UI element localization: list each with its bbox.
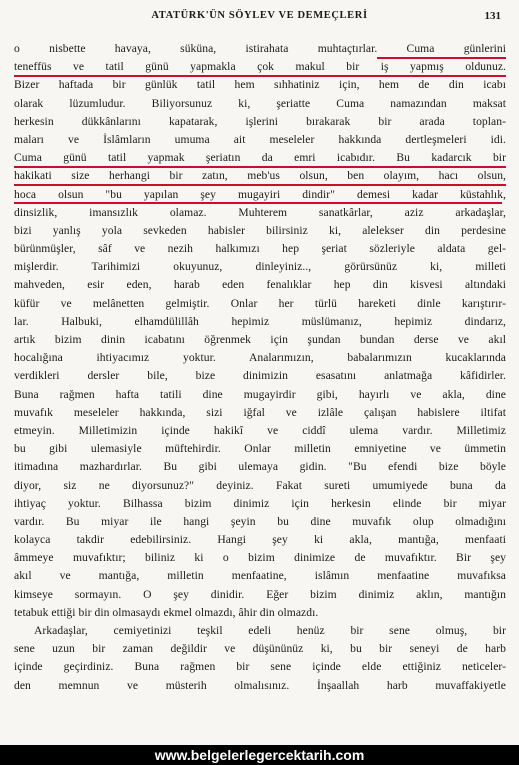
- text-line: bu gibi ulemasiyle müftehirdir. Onlar milletin emniyetine ve ümmetin: [14, 442, 506, 456]
- text-line: artık bizim dinin icabatını öğrenmek için şundan bundan derse ve akıl: [14, 333, 506, 346]
- text-line: mişlerdir. Tarihimizi okuyunuz, dinleyiniz.., görürsünüz ki, milleti: [14, 260, 506, 274]
- text-line: Bizer haftada bir günlük tatil hem sıhhatiniz için, hem de din icabı: [14, 78, 506, 92]
- text-line: hakikati size herhangi bir zatın, meb'us olsun, ben olayım, hacı olsun,: [14, 169, 506, 183]
- text-line: bizi yanlış yola sevkeden habisler bilirsiniz ki, alelekser din perdesine: [14, 223, 506, 237]
- text-line: Arkadaşlar, cemiyetinizi teşkil edeli henüz bir sene olmuş, bir: [34, 624, 506, 637]
- text-line: lar. Halbuki, elhamdülillâh hepimiz müslümanız, hepimiz dindarız,: [14, 314, 506, 328]
- text-line: verdikleri dersler bile, bize dinimizin esasatını anlatmağa kâfidirler.: [14, 369, 506, 383]
- text-line: ihtiyaç yoktur. Bilhassa bizim dinimiz için herkesin elinde bir miyar: [14, 496, 506, 510]
- text-line: dinsizlik, imansızlık olamaz. Muhterem sanatkârlar, aziz arkadaşlar,: [14, 205, 506, 219]
- text-line: kolayca takdir edebilirsiniz. Hangi şey ki akla, mantığa, menfaati: [14, 533, 506, 547]
- text-line: maları ve İslâmların umuma ait meseleler hakkında dertleşmeleri idi.: [14, 132, 506, 146]
- text-line: itimadına mazhardırlar. Bu gibi ulemaya gidin. "Bu efendi bize böyle: [14, 460, 506, 474]
- text-line: olarak lüzumludur. Biliyorsunuz ki, şeriatte Cuma namazından maksat: [14, 96, 506, 110]
- page-body-text: [14, 40, 506, 695]
- text-line: muvafık meseleler hakkında, sizi iğfal ve izlâle çalışan habislere iltifat: [14, 405, 506, 419]
- page-header: [0, 10, 519, 26]
- highlight-underline: [14, 75, 506, 77]
- text-line: akıl ve mantığa, milletin menfaatine, islâmın menfaatine muvafıksa: [14, 569, 506, 583]
- text-line: âmmeye muvafıktır; biliniz ki o bizim dinimize de muvafıktır. Bir şey: [14, 551, 506, 565]
- text-line: hocalığına ihtiyacımız yoktur. Analarımızın, babalarımızın kucaklarında: [14, 351, 506, 365]
- text-line: içinde geçirdiniz. Buna rağmen bir sene içinde elde ettiğiniz neticeler-: [14, 660, 506, 674]
- watermark-footer: www.belgelerlegercektarih.com: [0, 745, 519, 765]
- text-line: Buna rağmen hafta tatili dine mugayirdir gibi, hayırlı ve akla, dine: [14, 387, 506, 401]
- text-line: vardır. Bu miyar ile hangi şeyin bu dine muvafık olup olmadığını: [14, 514, 506, 528]
- text-line: o nisbette havaya, süküna, istirahata muhtaçtırlar. Cuma günlerini: [14, 42, 506, 55]
- text-line: sene uzun bir zaman değildir ve düşününüz ki, bu bir seneyi de harb: [14, 642, 506, 656]
- text-line: bürünmüşler, sâf ve nezih halkımızı hep şeriat sözleriyle aldata gel-: [14, 242, 506, 256]
- text-line: tetabuk ettiği bir din olmasaydı ekmel olmazdı, âhir din olmazdı.: [14, 605, 319, 619]
- text-line: mahveden, esir eden, harab eden fenalıklar hep din kisvesi altındaki: [14, 278, 506, 292]
- running-title: ATATÜRK'ÜN SÖYLEV VE DEMEÇLERİ: [151, 10, 368, 21]
- text-line: hoca olsun "bu yapılan şey mugayiri dindir" demesi kadar küstahlık,: [14, 187, 506, 201]
- text-line: etmeyin. Milletimizin içinde hakikî ve ciddî ulema vardır. Milletimiz: [14, 423, 506, 437]
- highlight-underline: [377, 57, 506, 59]
- text-line: herkesin dükkânlarını kapatarak, işlerini bırakarak bir arada toplan-: [14, 114, 506, 128]
- text-line: Cuma günü tatil yapmak şeriatın da emri icabıdır. Bu kadarcık bir: [14, 151, 506, 165]
- highlight-underline: [14, 202, 502, 204]
- page-number: 131: [484, 10, 501, 22]
- text-line: diyor, siz ne diyorsunuz?" deyiniz. Fakat sureti umumiyede buna da: [14, 478, 506, 492]
- text-line: küfür ve melânetten gelmiştir. Onlar her türlü hareketi dinle karıştırır-: [14, 296, 506, 310]
- text-line: teneffüs ve tatil günü yapmakla çok makul bir iş yapmış oldunuz.: [14, 60, 506, 74]
- highlight-underline: [14, 184, 506, 186]
- highlight-underline: [14, 166, 506, 168]
- text-line: den memnun ve müsterih olmalısınız. İnşaallah harb muvaffakiyetle: [14, 678, 506, 692]
- text-line: kimseye sormayın. O şey dinidir. Eğer bizim dinimiz aklın, mantığın: [14, 587, 506, 601]
